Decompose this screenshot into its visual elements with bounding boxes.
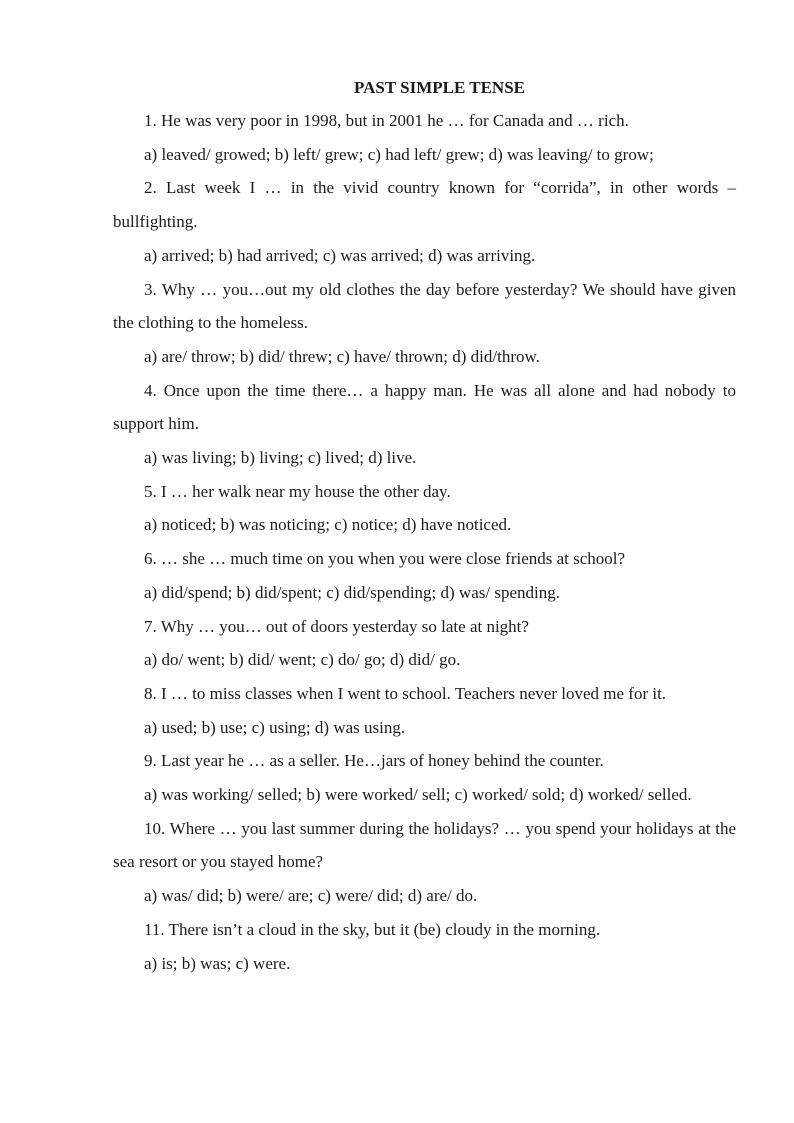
document-page <box>113 72 736 980</box>
exercise-8 <box>113 677 736 744</box>
answers-6: a) did/spend; b) did/spent; c) did/spending; d) was/ spending. <box>144 582 560 602</box>
exercise-5 <box>113 475 736 542</box>
exercise-9 <box>113 744 736 811</box>
question-1: 1. He was very poor in 1998, but in 2001 he … for Canada and … rich. <box>144 111 629 130</box>
question-6: 6. … she … much time on you when you were close friends at school? <box>144 549 626 569</box>
answers-7: a) do/ went; b) did/ went; c) do/ go; d) did/ go. <box>144 650 461 670</box>
exercise-11 <box>113 913 736 980</box>
answers-5: a) noticed; b) was noticing; c) notice; d) have noticed. <box>144 515 512 535</box>
question-7: 7. Why … you… out of doors yesterday so late at night? <box>144 616 529 636</box>
exercise-1 <box>113 104 736 171</box>
answers-10: a) was/ did; b) were/ are; c) were/ did; d) are/ do. <box>144 886 478 906</box>
answers-4: a) was living; b) living; c) lived; d) live. <box>144 448 417 468</box>
page-title: PAST SIMPLE TENSE <box>353 78 525 97</box>
question-11: 11. There isn’t a cloud in the sky, but it (be) cloudy in the morning. <box>144 919 601 939</box>
exercise-3 <box>113 273 736 374</box>
answers-8: a) used; b) use; c) using; d) was using. <box>144 717 406 737</box>
answers-3: a) are/ throw; b) did/ threw; c) have/ thrown; d) did/throw. <box>144 346 540 366</box>
question-8: 8. I … to miss classes when I went to school. Teachers never loved me for it. <box>144 683 667 703</box>
question-3: 3. Why … you…out my old clothes the day before yesterday? We should have given the clothing to the homeless. <box>113 279 736 333</box>
exercise-6 <box>113 542 736 609</box>
question-2: 2. Last week I … in the vivid country known for “corrida”, in other words – bullfighting. <box>113 178 736 232</box>
exercise-10 <box>113 812 736 913</box>
answers-11: a) is; b) was; c) were. <box>144 953 291 973</box>
question-5: 5. I … her walk near my house the other day. <box>144 481 451 501</box>
exercise-4 <box>113 374 736 475</box>
exercise-7 <box>113 610 736 677</box>
question-10: 10. Where … you last summer during the holidays? … you spend your holidays at the sea resort or you stayed home? <box>113 818 736 872</box>
question-4: 4. Once upon the time there… a happy man. He was all alone and had nobody to support him. <box>113 380 736 434</box>
answers-9: a) was working/ selled; b) were worked/ sell; c) worked/ sold; d) worked/ selled. <box>144 785 692 805</box>
answers-2: a) arrived; b) had arrived; c) was arrived; d) was arriving. <box>144 245 536 265</box>
answers-1: a) leaved/ growed; b) left/ grew; c) had left/ grew; d) was leaving/ to grow; <box>144 144 654 164</box>
exercise-2 <box>113 171 736 272</box>
question-9: 9. Last year he … as a seller. He…jars of honey behind the counter. <box>144 751 604 771</box>
